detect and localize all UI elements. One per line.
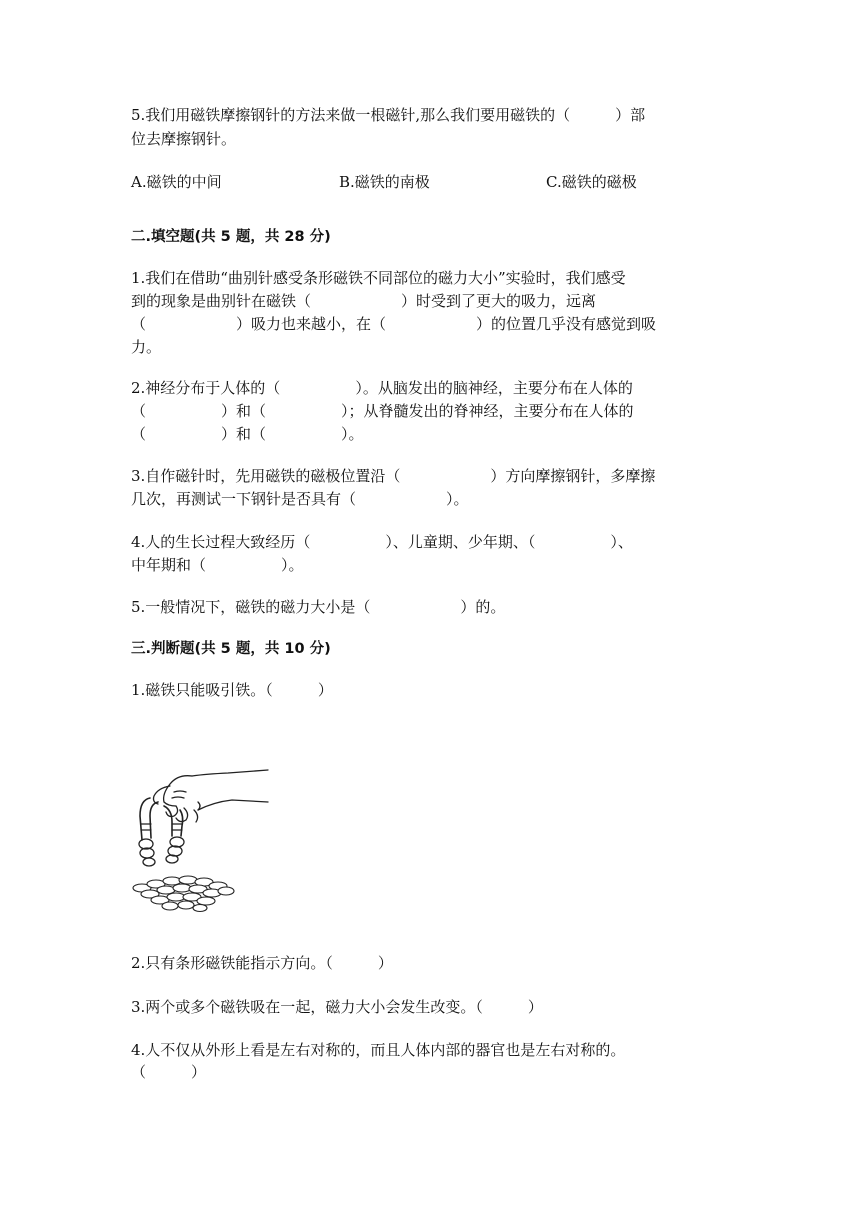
magnet-illustration [128, 762, 273, 914]
fill-question-2-line1: 2.神经分布于人体的（ ）。从脑发出的脑神经，主要分布在人体的 [131, 379, 633, 397]
fill-question-4-line1: 4.人的生长过程大致经历（ ）、儿童期、少年期、（ ）、 [131, 533, 633, 551]
mc-question-5-option-c: C.磁铁的磁极 [546, 173, 637, 191]
judge-question-4-line1: 4.人不仅从外形上看是左右对称的，而且人体内部的器官也是左右对称的。 [131, 1041, 626, 1059]
mc-question-5-option-a: A.磁铁的中间 [131, 173, 222, 191]
fill-question-4-line2: 中年期和（ ）。 [131, 556, 304, 574]
fill-question-1-line2: 到的现象是曲别针在磁铁（ ）时受到了更大的吸力，远离 [131, 292, 597, 310]
judge-question-4-line2: （ ） [131, 1063, 207, 1081]
judge-question-1: 1.磁铁只能吸引铁。（ ） [131, 681, 333, 699]
fill-question-3-line2: 几次，再测试一下钢针是否具有（ ）。 [131, 490, 469, 508]
mc-question-5-option-b: B.磁铁的南极 [339, 173, 430, 191]
fill-question-1-line1: 1.我们在借助“曲别针感受条形磁铁不同部位的磁力大小”实验时，我们感受 [131, 269, 626, 287]
fill-question-1-line4: 力。 [131, 338, 162, 356]
fill-question-2-line2: （ ）和（ ）；从脊髓发出的脊神经，主要分布在人体的 [131, 402, 634, 420]
fill-question-1-line3: （ ）吸力也来越小，在（ ）的位置几乎没有感觉到吸 [131, 315, 657, 333]
mc-question-5-line2: 位去摩擦钢针。 [131, 130, 237, 148]
fill-question-2-line3: （ ）和（ ）。 [131, 425, 364, 443]
mc-question-5-line1: 5.我们用磁铁摩擦钢针的方法来做一根磁针,那么我们要用磁铁的（ ）部 [131, 106, 646, 124]
hand-holding-horseshoe-magnet-over-coins-icon [128, 762, 273, 914]
section-heading-fill-in: 二.填空题(共 5 题，共 28 分) [131, 229, 331, 245]
fill-question-5: 5.一般情况下，磁铁的磁力大小是（ ）的。 [131, 598, 506, 616]
judge-question-3: 3.两个或多个磁铁吸在一起，磁力大小会发生改变。（ ） [131, 998, 543, 1016]
fill-question-3-line1: 3.自作磁针时，先用磁铁的磁极位置沿（ ）方向摩擦钢针，多摩擦 [131, 467, 656, 485]
judge-question-2: 2.只有条形磁铁能指示方向。（ ） [131, 954, 393, 972]
section-heading-true-false: 三.判断题(共 5 题，共 10 分) [131, 641, 331, 657]
